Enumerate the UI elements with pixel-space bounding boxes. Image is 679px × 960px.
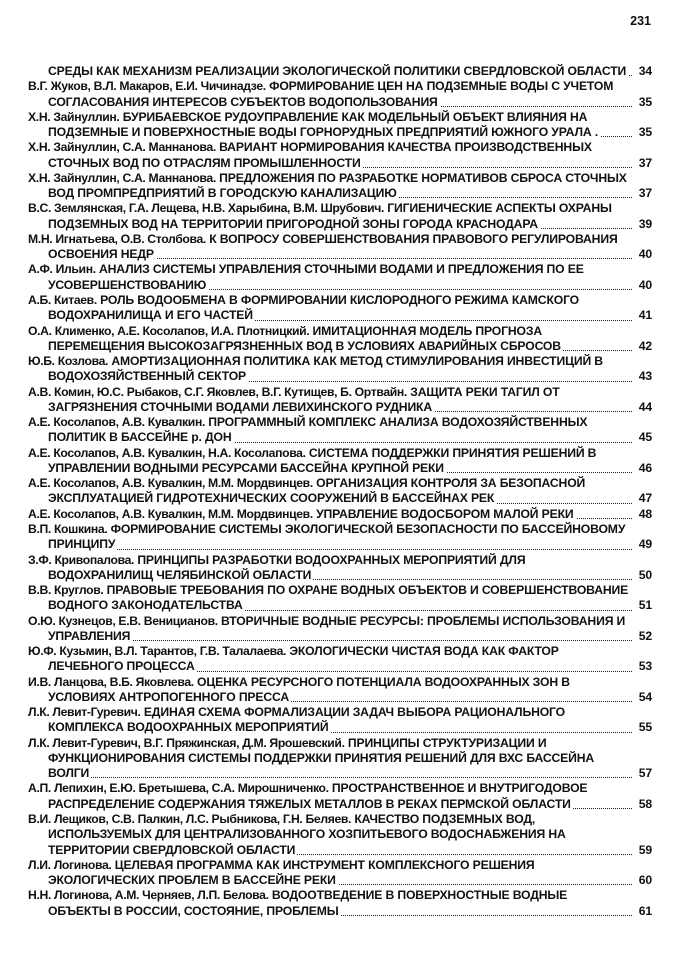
entry-authors: З.Ф. Кривопалова.: [28, 552, 135, 567]
entry-page-number: 42: [638, 338, 652, 353]
toc-entry[interactable]: [28, 858, 652, 889]
entry-text: [28, 858, 535, 887]
entry-text: [28, 812, 566, 857]
entry-authors: А.Е. Косолапов, А.В. Кувалкин, М.М. Мордвинцев.: [28, 476, 313, 491]
entry-page-number: 37: [638, 186, 652, 201]
toc-entry[interactable]: [28, 888, 652, 919]
entry-text: [28, 736, 594, 781]
entry-title: ЦЕЛЕВАЯ ПРОГРАММА КАК ИНСТРУМЕНТ КОМПЛЕКСНОГО РЕШЕНИЯ ЭКОЛОГИЧЕСКИХ ПРОБЛЕМ В БАССЕЙНЕ РЕКИ: [48, 857, 535, 888]
entry-authors: Ю.Ф. Кузьмин, В.Л. Тарантов, Г.В. Талалаева.: [28, 644, 287, 659]
entry-title: ПРЕДЛОЖЕНИЯ ПО РАЗРАБОТКЕ НОРМАТИВОВ СБРОСА СТОЧНЫХ ВОД ПРОМПРЕДПРИЯТИЙ В ГОРОДСКУЮ КАНАЛИЗАЦИЮ: [48, 170, 627, 201]
entry-text: [28, 522, 625, 551]
entry-text: [28, 583, 628, 612]
entry-page-number: 50: [638, 567, 652, 582]
entry-title: ПРАВОВЫЕ ТРЕБОВАНИЯ ПО ОХРАНЕ ВОДНЫХ ОБЪЕКТОВ И СОВЕРШЕНСТВОВАНИЕ ВОДНОГО ЗАКОНОДАТЕЛЬСТВА: [48, 583, 629, 613]
entry-title: ФОРМИРОВАНИЕ ЦЕН НА ПОДЗЕМНЫЕ ВОДЫ С УЧЕТОМ СОГЛАСОВАНИЯ ИНТЕРЕСОВ СУБЪЕКТОВ ВОДОПОЛЬЗОВАНИЯ: [48, 79, 614, 109]
toc-entry[interactable]: [28, 736, 652, 782]
entry-page-number: 59: [638, 842, 652, 857]
entry-text: [28, 415, 587, 444]
entry-text: [28, 888, 567, 917]
entry-page-number: 43: [638, 369, 652, 384]
entry-text: [28, 201, 612, 230]
toc-entry[interactable]: [28, 140, 652, 171]
entry-page-number: 44: [638, 399, 652, 414]
entry-authors: В.С. Землянская, Г.А. Лещева, Н.В. Харыбина, В.М. Шрубович.: [28, 201, 385, 216]
entry-authors: Л.К. Левит-Гуревич, В.Г. Пряжинская, Д.М. Ярошевский.: [28, 735, 345, 750]
entry-title: К ВОПРОСУ СОВЕРШЕНСТВОВАНИЯ ПРАВОВОГО РЕГУЛИРОВАНИЯ ОСВОЕНИЯ НЕДР: [48, 231, 618, 262]
entry-title: ЭКОЛОГИЧЕСКИ ЧИСТАЯ ВОДА КАК ФАКТОР ЛЕЧЕБНОГО ПРОЦЕССА: [48, 644, 559, 674]
toc-entry[interactable]: [28, 262, 652, 293]
entry-text: [28, 140, 592, 169]
entry-page-number: 41: [638, 308, 652, 323]
entry-page-number: 49: [638, 537, 652, 552]
entry-title: ВТОРИЧНЫЕ ВОДНЫЕ РЕСУРСЫ: ПРОБЛЕМЫ ИСПОЛЬЗОВАНИЯ И УПРАВЛЕНИЯ: [48, 613, 626, 643]
entry-title: ЗАЩИТА РЕКИ ТАГИЛ ОТ ЗАГРЯЗНЕНИЯ СТОЧНЫМИ ВОДАМИ ЛЕВИХИНСКОГО РУДНИКА: [48, 384, 560, 414]
entry-title: ПРОСТРАНСТВЕННОЕ И ВНУТРИГОДОВОЕ РАСПРЕДЕЛЕНИЕ СОДЕРЖАНИЯ ТЯЖЕЛЫХ МЕТАЛЛОВ В РЕКАХ ПЕРМСКОЙ ОБЛАСТИ: [48, 781, 588, 811]
entry-title: АМОРТИЗАЦИОННАЯ ПОЛИТИКА КАК МЕТОД СТИМУЛИРОВАНИЯ ИНВЕСТИЦИЙ В ВОДОХОЗЯЙСТВЕННЫЙ СЕКТОР: [48, 354, 603, 384]
entry-authors: А.Е. Косолапов, А.В. Кувалкин, Н.А. Косолапова.: [28, 445, 306, 460]
entry-page-number: 58: [638, 796, 652, 811]
entry-title: КАЧЕСТВО ПОДЗЕМНЫХ ВОД, ИСПОЛЬЗУЕМЫХ ДЛЯ ЦЕНТРАЛИЗОВАННОГО ХОЗПИТЬЕВОГО ВОДОСНАБЖЕНИЯ НА ТЕРРИТОРИИ СВЕРДЛОВСКОЙ ОБЛАСТИ: [48, 812, 566, 857]
toc-entry[interactable]: [28, 110, 652, 141]
entry-page-number: 55: [638, 720, 652, 735]
entry-authors: Х.Н. Зайнуллин.: [28, 109, 120, 124]
toc-entry[interactable]: [28, 705, 652, 736]
entry-authors: А.Б. Китаев.: [28, 292, 97, 307]
entry-text: [28, 354, 603, 383]
entry-text: [28, 171, 627, 200]
toc-entry[interactable]: [28, 293, 652, 324]
entry-title: ПРИНЦИПЫ СТРУКТУРИЗАЦИИ И ФУНКЦИОНИРОВАНИЯ СИСТЕМЫ ПОДДЕРЖКИ ПРИНЯТИЯ РЕШЕНИЙ ДЛЯ ВХС БАССЕЙНА ВОЛГИ: [48, 735, 595, 781]
toc-entry[interactable]: [28, 644, 652, 675]
toc-entry[interactable]: [28, 583, 652, 614]
toc-entry[interactable]: [28, 522, 652, 553]
entry-page-number: 57: [638, 766, 652, 781]
entry-page-number: 35: [638, 125, 652, 140]
toc-entry[interactable]: [28, 507, 652, 522]
entry-authors: А.В. Комин, Ю.С. Рыбаков, С.Г. Яковлев, В.Г. Кутищев, Б. Ортвайн.: [28, 384, 407, 399]
entry-authors: Л.К. Левит-Гуревич.: [28, 705, 141, 720]
entry-text: [28, 553, 525, 582]
entry-title: СИСТЕМА ПОДДЕРЖКИ ПРИНЯТИЯ РЕШЕНИЙ В УПРАВЛЕНИИ ВОДНЫМИ РЕСУРСАМИ БАССЕЙНА КРУПНОЙ РЕКИ: [48, 445, 597, 475]
entry-text: [28, 110, 600, 139]
entry-page-number: 60: [638, 873, 652, 888]
entry-authors: А.П. Лепихин, Е.Ю. Бретышева, С.А. Мирошниченко.: [28, 781, 329, 796]
toc-entry[interactable]: [28, 232, 652, 263]
entry-authors: Ю.Б. Козлова.: [28, 354, 109, 369]
entry-title: ГИГИЕНИЧЕСКИЕ АСПЕКТЫ ОХРАНЫ ПОДЗЕМНЫХ ВОД НА ТЕРРИТОРИИ ПРИГОРОДНОЙ ЗОНЫ ГОРОДА КРАСНОДАРА: [48, 201, 612, 231]
entry-title: ОРГАНИЗАЦИЯ КОНТРОЛЯ ЗА БЕЗОПАСНОЙ ЭКСПЛУАТАЦИЕЙ ГИДРОТЕХНИЧЕСКИХ СООРУЖЕНИЙ В БАССЕЙНАХ РЕК: [48, 476, 586, 506]
entry-page-number: 54: [638, 689, 652, 704]
entry-title: ИМИТАЦИОННАЯ МОДЕЛЬ ПРОГНОЗА ПЕРЕМЕЩЕНИЯ ВЫСОКОЗАГРЯЗНЕННЫХ ВОД В УСЛОВИЯХ АВАРИЙНЫХ СБРОСОВ: [48, 323, 561, 353]
entry-title: ОЦЕНКА РЕСУРСНОГО ПОТЕНЦИАЛА ВОДООХРАННЫХ ЗОН В УСЛОВИЯХ АНТРОПОГЕННОГО ПРЕССА: [48, 674, 570, 704]
entry-authors: А.Е. Косолапов, А.В. Кувалкин.: [28, 415, 205, 430]
toc-entry[interactable]: [28, 171, 652, 202]
entry-text: [28, 232, 618, 261]
entry-page-number: 47: [638, 491, 652, 506]
entry-page-number: 46: [638, 460, 652, 475]
entry-page-number: 51: [638, 598, 652, 613]
toc-entry[interactable]: [28, 812, 652, 858]
entry-text: [28, 781, 587, 810]
entry-page-number: 45: [638, 430, 652, 445]
toc-entry[interactable]: [28, 476, 652, 507]
toc-entry[interactable]: [28, 553, 652, 584]
entry-authors: Н.Н. Логинова, А.М. Черняев, Л.П. Белова.: [28, 888, 269, 903]
entry-authors: А.Ф. Ильин.: [28, 262, 96, 277]
entry-authors: В.В. Круглов.: [28, 583, 104, 598]
entry-authors: А.Е. Косолапов, А.В. Кувалкин, М.М. Мордвинцев.: [28, 506, 313, 521]
entry-authors: В.Г. Жуков, В.Л. Макаров, Е.И. Чичинадзе.: [28, 79, 266, 94]
entry-authors: М.Н. Игнатьева, О.В. Столбова.: [28, 231, 206, 246]
page-number: 231: [630, 14, 651, 28]
entry-title: АНАЛИЗ СИСТЕМЫ УПРАВЛЕНИЯ СТОЧНЫМИ ВОДАМИ И ПРЕДЛОЖЕНИЯ ПО ЕЕ УСОВЕРШЕНСТВОВАНИЮ: [48, 262, 584, 292]
entry-title: БУРИБАЕВСКОЕ РУДОУПРАВЛЕНИЕ КАК МОДЕЛЬНЫЙ ОБЪЕКТ ВЛИЯНИЯ НА ПОДЗЕМНЫЕ И ПОВЕРХНОСТНЫЕ ВОДЫ ГОРНОРУДНЫХ ПРЕДПРИЯТИЙ ЮЖНОГО УРАЛА .: [48, 109, 598, 140]
entry-page-number: 53: [638, 659, 652, 674]
entry-text: [28, 675, 570, 704]
entry-authors: Х.Н. Зайнуллин, С.А. Маннанова.: [28, 170, 216, 185]
entry-text: [28, 324, 563, 353]
toc-entry[interactable]: [28, 354, 652, 385]
toc-entry[interactable]: [28, 64, 652, 79]
entry-text: [28, 446, 596, 475]
toc-entry[interactable]: [28, 415, 652, 446]
entry-page-number: 48: [638, 506, 652, 521]
entry-text: [28, 644, 559, 673]
entry-text: [28, 614, 625, 643]
toc-entry[interactable]: [28, 385, 652, 416]
entry-page-number: 35: [638, 94, 652, 109]
entry-title: ЕДИНАЯ СХЕМА ФОРМАЛИЗАЦИИ ЗАДАЧ ВЫБОРА РАЦИОНАЛЬНОГО КОМПЛЕКСА ВОДООХРАННЫХ МЕРОПРИЯТИЙ: [48, 705, 565, 735]
toc-entry[interactable]: [28, 446, 652, 477]
entry-authors: И.В. Ланцова, В.Б. Яковлева.: [28, 674, 194, 689]
entry-page-number: 40: [638, 277, 652, 292]
toc-entry[interactable]: [28, 79, 652, 110]
table-of-contents: [28, 64, 652, 919]
entry-page-number: 52: [638, 628, 652, 643]
entry-title: СРЕДЫ КАК МЕХАНИЗМ РЕАЛИЗАЦИИ ЭКОЛОГИЧЕСКОЙ ПОЛИТИКИ СВЕРДЛОВСКОЙ ОБЛАСТИ: [48, 64, 627, 78]
toc-entry[interactable]: [28, 201, 652, 232]
entry-text: [28, 705, 565, 734]
toc-entry[interactable]: [28, 614, 652, 645]
entry-title: ФОРМИРОВАНИЕ СИСТЕМЫ ЭКОЛОГИЧЕСКОЙ БЕЗОПАСНОСТИ ПО БАССЕЙНОВОМУ ПРИНЦИПУ: [48, 521, 626, 552]
entry-authors: Х.Н. Зайнуллин, С.А. Маннанова.: [28, 140, 216, 155]
entry-title: ВАРИАНТ НОРМИРОВАНИЯ КАЧЕСТВА ПРОИЗВОДСТВЕННЫХ СТОЧНЫХ ВОД ПО ОТРАСЛЯМ ПРОМЫШЛЕННОСТИ: [48, 140, 592, 170]
entry-text: [28, 385, 560, 414]
entry-title: ВОДООТВЕДЕНИЕ В ПОВЕРХНОСТНЫЕ ВОДНЫЕ ОБЪЕКТЫ В РОССИИ, СОСТОЯНИЕ, ПРОБЛЕМЫ: [48, 888, 568, 918]
entry-page-number: 37: [638, 155, 652, 170]
entry-page-number: 39: [638, 216, 652, 231]
toc-entry[interactable]: [28, 781, 652, 812]
entry-authors: О.А. Клименко, А.Е. Косолапов, И.А. Плотницкий.: [28, 323, 310, 338]
entry-text: [28, 476, 585, 505]
toc-entry[interactable]: [28, 324, 652, 355]
toc-entry[interactable]: [28, 675, 652, 706]
entry-authors: Л.И. Логинова.: [28, 857, 112, 872]
entry-text: [28, 79, 613, 108]
entry-text: [28, 262, 584, 291]
entry-page-number: 40: [638, 247, 652, 262]
entry-authors: В.П. Кошкина.: [28, 521, 108, 536]
entry-page-number: 61: [638, 903, 652, 918]
entry-authors: В.И. Лещиков, С.В. Палкин, Л.С. Рыбникова, Г.Н. Беляев.: [28, 812, 352, 827]
entry-title: УПРАВЛЕНИЕ ВОДОСБОРОМ МАЛОЙ РЕКИ: [316, 506, 574, 521]
entry-text: [48, 64, 628, 78]
entry-title: ПРОГРАММНЫЙ КОМПЛЕКС АНАЛИЗА ВОДОХОЗЯЙСТВЕННЫХ ПОЛИТИК В БАССЕЙНЕ р. ДОН: [48, 415, 588, 445]
entry-page-number: 34: [638, 64, 652, 78]
entry-title: ПРИНЦИПЫ РАЗРАБОТКИ ВОДООХРАННЫХ МЕРОПРИЯТИЙ ДЛЯ ВОДОХРАНИЛИЩ ЧЕЛЯБИНСКОЙ ОБЛАСТИ: [48, 552, 526, 582]
entry-text: [28, 293, 579, 322]
entry-authors: О.Ю. Кузнецов, Е.В. Веницианов.: [28, 613, 218, 628]
entry-text: [28, 507, 576, 521]
entry-title: РОЛЬ ВОДООБМЕНА В ФОРМИРОВАНИИ КИСЛОРОДНОГО РЕЖИМА КАМСКОГО ВОДОХРАНИЛИЩА И ЕГО ЧАСТЕЙ: [48, 292, 579, 323]
